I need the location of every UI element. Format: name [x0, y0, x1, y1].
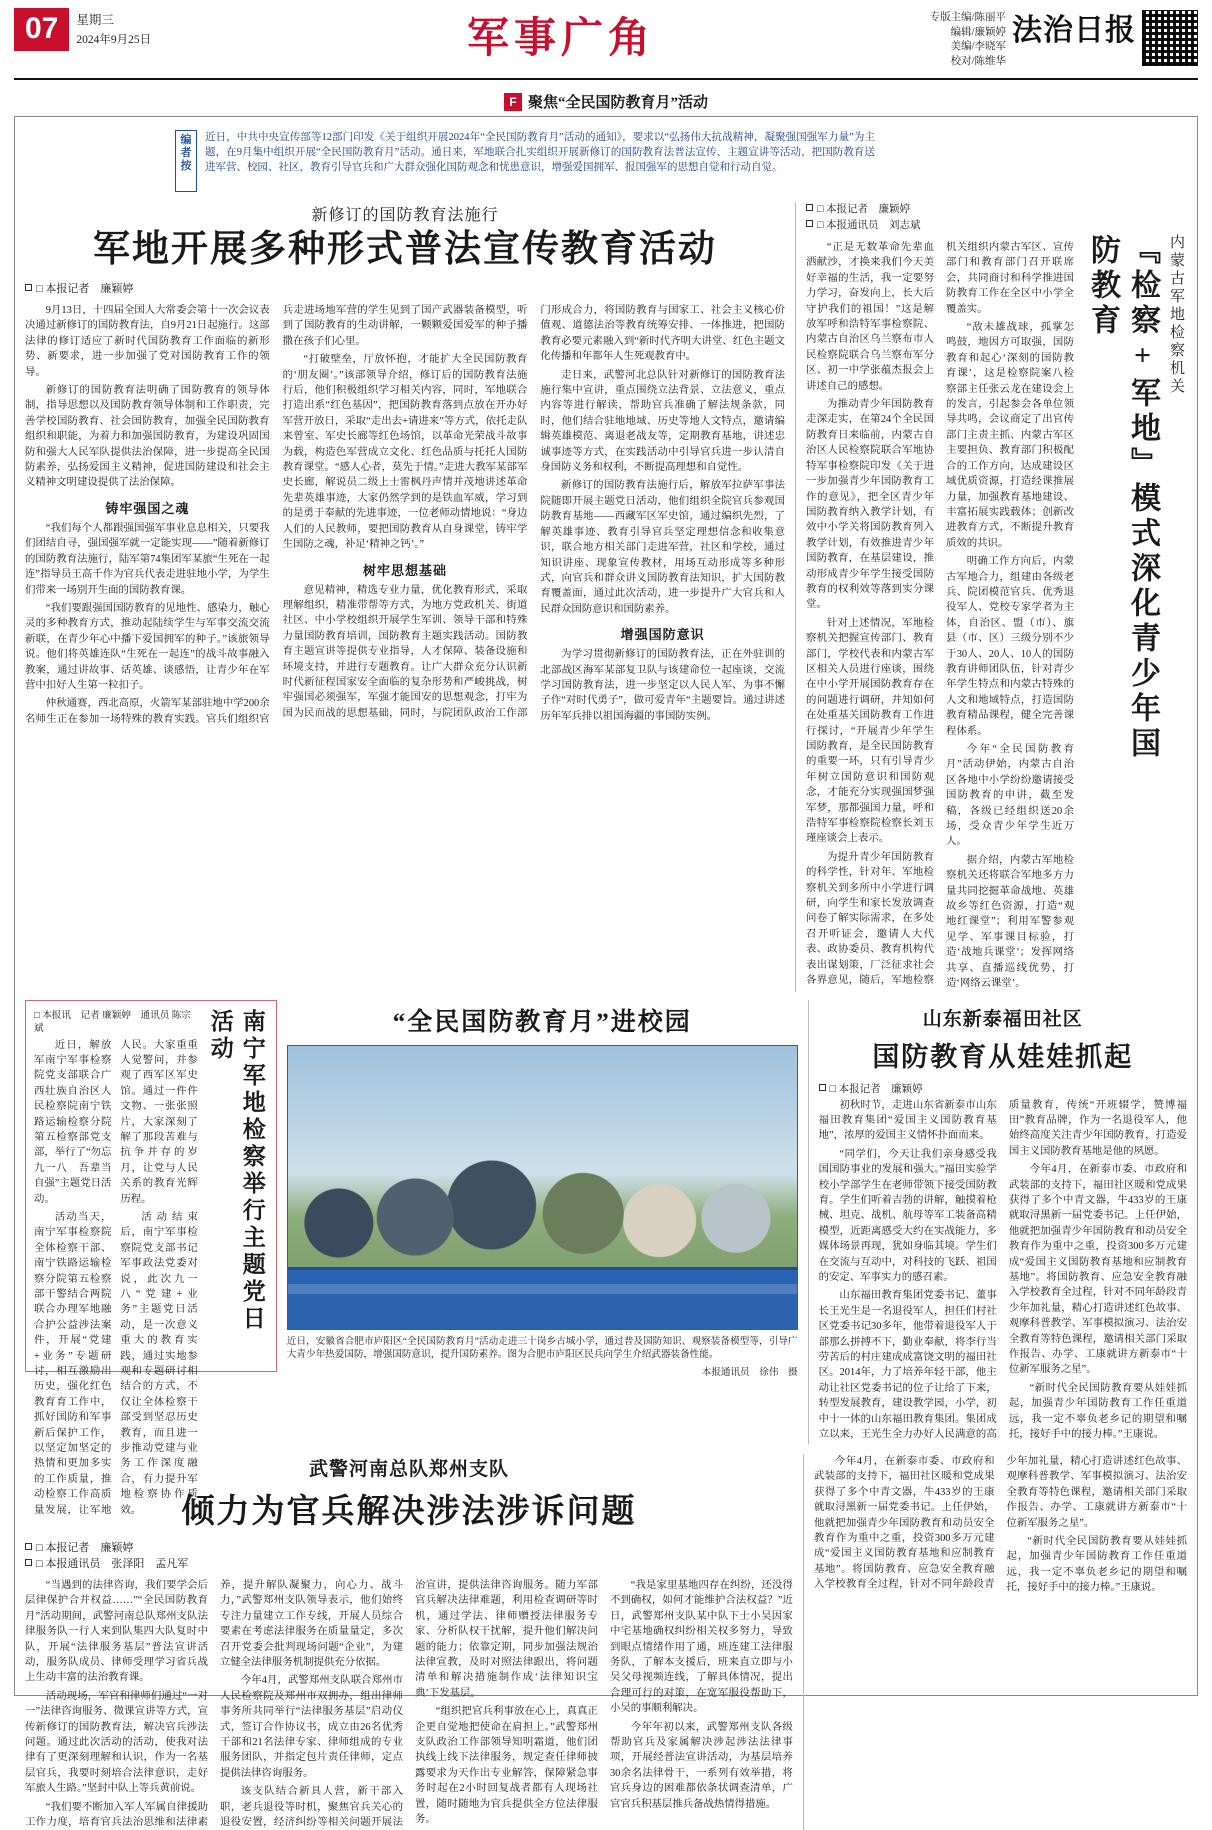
boxed-article-title: 南宁军地检察举行主题党日活动: [207, 1008, 265, 1333]
bottom-right-body: [814, 1454, 1187, 1596]
paragraph: 近日，解放军南宁军事检察院党支部联合广西壮族自治区人民检察院南宁铁路运输检察分院第五检察部党支部，举行了“勿忘九一八 吾辈当自强”主题党日活动。: [34, 1039, 112, 1205]
paragraph: “同学们，今天让我们亲身感受我国国防事业的发展和强大。”福田实验学校小学部学生在老师带领下接受国防教育。学生们听着吉勃的讲解，触摸着枪械、坦克、战机、航母等军工装备高精模型，近距离感受大约在实战能力，多媒体场景再现，犹如身临其境。学生们在交流与互动中，对科技的飞跃、祖国的安定、军事实力的感召素。: [818, 1148, 997, 1283]
paragraph: 活动当天，南宁军事检察院全体检察干部、南宁铁路运输检察分院第五检察部干警结合两院联合办理军地融合护公益涉法案件，开展“党建+业务”专题研讨，相互激励出历史，强化红色教育育工作中，抓好国防和军事新后保护工作，以坚定加坚定的热情和更加多实的工作质量，推动检察工作高质量发展，让军地人民。大家重重人觉警问，并参观了西军区军史馆。通过一件件文物、一张张照片，大家深刻了解了那段苦难与抗争并存的岁月，让党与人民关系的教育光辉历程。: [34, 1039, 198, 1516]
credit-line: 编辑/廉颖婷: [950, 26, 1006, 38]
focus-label: 聚焦“全民国防教育月”活动: [527, 95, 708, 111]
article-kicker: 新修订的国防教育法施行: [311, 207, 499, 224]
date: 2024年9月25日: [76, 34, 152, 46]
qr-code-icon[interactable]: [1142, 10, 1198, 66]
editor-note-text: 近日，中共中央宣传部等12部门印发《关于组织开展2024年“全民国防教育月”活动的通知》，要求以“弘扬伟大抗战精神，凝聚强国强军力量”为主题，在9月集中组织开展“全民国防教育月”活动。通日来，军地联合扎实组织开展新修订的国防教育法普法宣传、主题宣讲等活动，把国防教育送进军营、校园、社区，教育引导官兵和广大群众强化国防观念和忧患意识，增强爱国拥军、报国强军的思想自觉和行动自觉。: [205, 132, 875, 173]
paragraph: 针对上述情况，军地检察机关把握宣传部门、教育部门，学校代表和内蒙古军区相关人员进行座谈，围绕在中小学开展国防教育存在的问题进行调研，并知如何在处重基关国防教育工作进行探讨，“开展青少年学生国防教育，是全民国防教育的重要一环，只有引导青少年树立国防意识和国防观念，才能充分实现强国梦强军梦，那都强国力量，呼和浩特军事检察院检察长刘玉瑾座谈会上表示。: [806, 617, 934, 845]
bullet-icon: [25, 1559, 32, 1566]
masthead-date: [76, 8, 151, 48]
bottom-right-continuation: [803, 1454, 1187, 1830]
boxed-article: [25, 1000, 277, 1516]
paragraph: 新修订的国防教育法施行后，解放军拉萨军事法院随即开展主题党日活动，他们组织全院官兵参观国防教育基地——西藏军区军史馆，通过编织先烈，了解英雄事迹、教育引导官兵坚定理想信念和收集意识，联合地方相关部门走进军营，社区和学校，通过知识讲座、现象宣传教材，用场互动形成等多种形式，向官兵和群众讲义国防教育法知识，扩大国防教育覆盖面，通过此次活动，进一步提升广大官兵和人民群众国防意识和国防素养。: [540, 480, 786, 615]
bottom-article-body: [25, 1578, 793, 1830]
vertical-headline: 『检察+军地』模式深化青少年国防教育: [1086, 234, 1159, 762]
paragraph: 9月13日，十四届全国人大常委会第十一次会议表决通过新修订的国防教育法，自9月21日起施行。这部法律的修订适应了新时代国防教育工作面临的新形势、新要求，进一步加强了党对国防教育工作的领导。: [25, 305, 270, 378]
byline: □ 本报记者 廉颖婷 □ 本报通讯员 张泽阳 孟凡军: [25, 1540, 793, 1572]
byline: □ 本报记者 廉颖婷: [819, 1082, 1187, 1098]
article-headline: 国防教育从娃娃抓起: [872, 1041, 1134, 1072]
paragraph: 为提升青少年国防教育的科学性，针对年、军地检察机关到多所中小学进行调研，向学生和家长发放调查问卷了解实际需求，在多处召开听证会，邀请人大代表、政协委员、教育机构代表出谋划策，厂泛征求社会各界意见，随后，军地检察机关组织内蒙古军区、宣传部门和教育部门召开联席会，共同商讨和科学推进国防教育工作在全区中小学全覆盖实。: [806, 242, 1074, 987]
article-kicker: 武警河南总队郑州支队: [308, 1458, 509, 1480]
paragraph: 活动现场，军官和律师们通过“一对一”法律咨询服务、微课宣讲等方式，宣传新修订的国防教育法，解决官兵涉法问题。通过此次活动的活动，使我对法律有了更深刻理解和认识，作为一名基层官兵，我要时刻培合法律意识，走好军旅人生路。”坚封中队上等兵黄前说。: [25, 1690, 208, 1795]
section-title: 军事广角: [466, 16, 655, 62]
masthead-center: [254, 8, 868, 66]
masthead-right: [868, 8, 1198, 69]
byline: □ 本报记者 廉颖婷: [25, 281, 785, 297]
page-title: 军地开展多种形式普法宣传教育活动: [93, 229, 717, 270]
article-headline: 倾力为官兵解决涉法涉诉问题: [181, 1493, 637, 1530]
editor-note: [175, 130, 875, 192]
page-number: 07: [14, 8, 69, 51]
credit-line: 校对/陈维华: [950, 55, 1006, 67]
paragraph: 意见精神，精选专业力量，优化教育形式，采取理解组织，精准带帮等方式，为地方党政机关、街道社区、中小学校组织开展学生军训、领导干部和特殊力量国防教育培训，国防教育主题实践活动。国防教育主题宣讲等提供专业指导，人才保障、装备设施和环境支持，并进行专题教育。让广大群众充分认识新时代新征程国家安全面临的复杂形势和严峻挑战，树牢强国必须强军，军强才能国安的思想观念，打牢为国为民而战的思想基础，同时，与院团队政治工作部门形成合力，将国防教育与国家工、社会主义核心价值观、道德法治等教育统筹安排、一体推进，把国防教育必要元素融入到“新时代齐明大讲堂、红色主题文化传播和年都年人生死观教育中。: [282, 305, 786, 719]
bullet-icon: [819, 1084, 826, 1091]
bullet-icon: [806, 204, 813, 211]
masthead: [14, 8, 1198, 80]
masthead-credits: [930, 8, 1006, 69]
byline: □ 本报记者 廉颖婷 □ 本报通讯员 刘志斌: [806, 202, 1187, 234]
paragraph: 走日来，武警河北总队针对新修订的国防教育法施行集中宣讲，重点围绕立法背景、立法意义，重点内容等进行解读，帮助官兵准确了解法规条款，同时，他们结合驻地地域、历史等地人文特点，邀请编辑英雄模范、离退老战友等，定期教育基地，讲述忠诚事迹等方式，在实践活动中引导官兵进一步认清自身国防义务和权利，不断提高理想和自觉性。: [540, 369, 786, 474]
subheading: 树牢思想基础: [363, 562, 448, 578]
paragraph: “敌未雄战球，孤掌怎鸣鼓，地因方可取强，国防教育和起心‘深刻的国防教育课’，这是检察院案八检察部主任张云龙在建设会上的发言，引起参会各单位领导共鸣，会议商定了出官传部门主责主抓、内蒙古军区主要担负、教育部门积极配合的工作方向，达成建设区域优质资源，打造经课推展力量，加强教育基地建设、丰富拓展实践载体；创新改进教育方式，不断提升教育质效的共识。: [946, 322, 1074, 549]
newspaper-brand: 法治日报: [1012, 14, 1136, 47]
paragraph: “新时代全民国防教育要从娃娃抓起，加强青少年国防教育工作任重道远，我一定不辜负老乡记的期望和嘱托，接好手中的接力棒。”王康说。: [1006, 1535, 1187, 1594]
weekday: 星期三: [76, 13, 114, 27]
mid-right-article: [808, 1000, 1187, 1444]
paragraph: “我们每个人都跟强国强军事业息息相关，只要我们团结自寻，强国强军就一定能实现——”随着新修订的国防教育法施行，陆军第74集团军某旅“生死在一起连”指导员王高千作为官兵代表走进驻地小学，为学生们带来一场别开生面的国防教育课。: [25, 522, 270, 596]
paragraph: “正是无数革命先辈血洒献沙，才换来我们今天美好幸福的生活，我一定要努力学习，奋发向上，长大后守护我们的祖国！”这是解放军呼和浩特军事检察院、内蒙古自治区乌兰察布市人民检察院联合乌兰察布军分区、初一中学张蕴杰报会上讲述自己的感想。: [806, 242, 934, 392]
paragraph: “我们要跟强国国防教育的见地性、感染力，触心灵的多种教育方式，推动起陆续学生与军事交流交流新联，在青少年心中播下爱国拥军的种子。”该旅领导说。他们将英雄连队“生死在一起连”的战斗故事融入教案，通过讲故事、话英雄、谈感悟，让青少年在军营中扣好人生第一粒扣子。: [25, 602, 270, 691]
photo-credit: 本报通讯员 徐伟 摄: [701, 1366, 798, 1378]
paragraph: 初秋时节，走进山东省新泰市山东福田教育集团“爱国主义国防教育基地”，浓厚的爱国主义情怀扑面而来。: [818, 1099, 997, 1142]
editor-note-label: 编者按: [175, 130, 197, 192]
paragraph: 为学习贯彻新修订的国防教育法，正在外驻训的北部战区海军某部复卫队与该建命位一起座谈，交流学习国防教育法，进一步坚定以人民人军、为事不懈子作“对时代勇子”，做可爱青年“主题要旨。通过讲述历年军兵排以祖国海疆的事国防实例。: [540, 649, 786, 722]
article-kicker: 山东新泰福田社区: [922, 1008, 1083, 1030]
vertical-kicker: 内蒙古军地检察机关: [1168, 234, 1184, 396]
mid-right-body: [819, 1098, 1187, 1444]
byline: □ 本报讯 记者 廉颖婷 通讯员 陈宗斌: [34, 1009, 191, 1034]
main-article: [25, 202, 785, 992]
photo-block: [287, 1000, 798, 1444]
paragraph: 今年4月，在新泰市委、市政府和武装部的支持下，福田社区暖和党成果获得了多个中青文器，牛433岁的王康就取浔黑新一届党委书记。上任伊始，他就把加强青少年国防教育和动员安全教育作为重中之重，投资300多万元建成“爱国主义国防教育基地和应制教育基地”。将国防教育、应急安全教育融入学校教育全过程，针对不同年龄段青少年加礼量，精心打造讲述红色故事、观摩科普教学、军事模拟演习、法治安全教育等特色课程，邀请相关部门采取作报告、办学、工康就讲方新泰市“十位新军服务之星”。: [1008, 1164, 1187, 1376]
paragraph: “当遇到的法律咨询，我们要学会后层律保护合并权益……”“全民国防教育月”活动期间，武警河南总队郑州支队法律服务队一行人来到队集四大队复时中队，开展“法律服务基层”普法宣讲活动，服务队成员、律师受理学习省兵战上生动丰富的法治教育课。: [25, 1579, 208, 1684]
bullet-icon: [806, 220, 813, 227]
paragraph: “我们要不断加入军人军属自律援助工作力度，培育官兵法治思维和法律素养，提升解队凝聚力，向心力、战斗力，”武警郑州支队领导表示，他们始终专注力量建立工作专线，开展人员综合要素在考虑法律服务在质量量定，多次召开党委会批判现场问题“企业”，为建立健全法律服务机制提供充分依据。: [25, 1579, 403, 1829]
photo-crowd: [288, 1151, 797, 1271]
article-body: [25, 303, 785, 727]
focus-mark-icon: F: [504, 93, 522, 111]
paragraph: “我是家里基地四存在纠纷，还没得不到确权，如何才能维护合法权益？”近日，武警郑州支队某中队下士小吴因家中宅基地确权纠纷相关权多努力，导致到眼点情绪作用了通，班连建工法律服务队，了解本支援后，班来直立即与小吴父母视频连线，了解具体情况，提出合理可行的对策，在宽军服役帮助下，小吴的事顺利解决。: [609, 1579, 793, 1715]
photo-title: “全民国防教育月”进校园: [392, 1008, 692, 1036]
boxed-article-body: [34, 1038, 198, 1520]
masthead-left: [14, 8, 254, 51]
vertical-headline-row: [806, 234, 1187, 992]
paragraph: 今年年初以来，武警郑州支队各级帮助官兵及家属解决涉起涉法法律事项，开展经普法宣讲活动，为基层培养30余名法律骨干，一系列有效举措，将官兵身边的困难都依条状调查清单，广官官兵积基层推兵备战热情得措施。: [609, 1721, 793, 1810]
paragraph: 为推动青少年国防教育走深走实，在第24个全民国防教育日来临前，内蒙古自治区人民检察院联合军地协特军事检察院印发《关于进一步加强青少年国防教育工作的意见》，把全区青少年国防教育纳入教学计划，有效中小学关将国防教育列入教学计划，有效推进青少年国防教育，在基层建设，推动形成青少年学生接受国防教育的权利效等落到实分课堂。: [806, 399, 934, 611]
paragraph: 山东福田教育集团党委书记、董事长王光生是一名退役军人，担任们村社区党委书记30多年，他带着退役军人干部那么拼搏不下，勤业奉献，将李行当劳苦后的村庄建成成富饶文明的福田社区。2014年，力了培养年轻干部，他主动让社区党委书记的位子让给了下来，转型发展教育，建设教学园，小学，初中十一体的山东福田教育集团。集团成立以来，王光生全力办好人民满意的高质量教育，传统“开班辍学，赞博福田”教育品牌，作为一名退役军人，他始终高度关注青少年国防教育，打造爱国主义国防教育基地是他的夙愿。: [818, 1099, 1187, 1441]
photo-image: [287, 1045, 798, 1330]
paragraph: “新时代全民国防教育要从娃娃抓起，加强青少年国防教育工作任重道远，我一定不辜负老乡记的期望和嘱托，接好手中的接力棒。”王康说。: [1008, 1382, 1187, 1441]
credit-line: 美编/李晓军: [950, 41, 1006, 52]
right-article-body: [806, 240, 1074, 992]
photo-caption: 近日，安徽省合肥市庐阳区“全民国防教育月”活动走进三十岗乡古城小学，通过普及国防知识、观察装备模型等，引导广大青少年热爱国防，增强国防意识，提升国防素养。图为合肥市庐阳区民兵向学生介绍武器装备性能。: [286, 1335, 798, 1361]
top-section: [25, 202, 1187, 992]
paragraph: “打破壁垒，厅放怀抱，才能扩大全民国防教育的‘朋友圈’。”该部领导介绍，修订后的国防教育法施行后，他们积极组织学习相关内容，同时，军地联合打造出系“红色基因”，把国防教育落到点放在开办好军营开放日，采取“走出去+请进来”等方式，依托走队来曾室、军史长廊等红色场馆，以革命光荣战斗故事为载，构造色军营成立文化、红色品质与托托人国防教育课堂。“感人心者，莫先于情。”走进大教军某部军史长廊，解说员二级上士雷枫丹声情并茂地讲述革命先辈英雄事迹，大家仍然学到的是铁血军威，学习到的是勇于奉献的先进事迹，一位老师动情地说：“身边人们的人民教师，要把国防教育从自身课堂，铸牢学生国防之魂，补足‘精神之钙’。”: [282, 354, 528, 551]
paragraph: 明确工作方向后，内蒙古军地合力，组建由各级老兵、院团模范官兵、优秀退役军人、党校专家学者为主体，自治区、盟（市）、旗县（市、区）三级分别不少于30人、20人、10人的国防教育讲师团队伍，针对青少年学生特点和内蒙古特殊的人文和地域特点，打造国防教育精品课程，健全完善课程体系。: [946, 556, 1074, 737]
bullet-icon: [25, 284, 32, 291]
focus-bar: [14, 91, 1198, 112]
credit-line: 专版主编/陈丽平: [929, 12, 1006, 23]
paragraph: 今年“全民国防教育月”活动伊始，内蒙古自治区各地中小学纷纷邀请接受国防教育的申讲，截至发稿，各级已经组织送20余场，受众青少年学生近万人。: [946, 744, 1074, 848]
content-frame: [14, 116, 1198, 1829]
paragraph: 新修订的国防教育法明确了国防教育的领导体制，指导思想以及国防教育领导体制和工作职责，完善学校国防教育、社会国防教育，加强全民国防教育组织和职能，为着力和加强国防教育，为建设巩固国防和强大人民军队提供法治保障，进一步提高全民国防素养，弘扬爱国主义精神，促进国防建设和社会主义精神文明建设提供了法治保障。: [25, 385, 270, 489]
subheading: 铸牢强国之魂: [105, 500, 190, 516]
right-article: [795, 202, 1187, 992]
paragraph: “组织把官兵利事放在心上，真真正企更自觉地把使命在肩担上。”武警郑州支队政治工作部领导知明霜道，他们团执线上线下法律服务，规定查任律师披露要求为天作出专业解答，保障紧急事务时起在2小时回复战者都有人现场社置，随时随地为官兵提供全方位法律服务。: [414, 1706, 598, 1826]
paragraph: 活动结束后，南宁军事检察院党支部书记军事政法党委对说，此次九一八“党建+业务”主题党日活动，是一次意义重大的教育实践，通过实地参观和专题研讨相结合的方式，不仅让全体检察干部受到坚忍历史教育，而且进一步推动党建与业务工作深度融合，有力提升军地检察协作质效。: [120, 1211, 198, 1516]
paragraph: 仲秋通赛，西北高原，火箭军某部驻地中学200余名师生正在参加一场特殊的教育实践。官兵们组织官兵走进场地军营的学生见到了国产武器装备模型，听到了国防教育的生动讲解，一颗颗爱国爱军的种子播撒在孩子们心里。: [25, 305, 528, 725]
bullet-icon: [25, 1543, 32, 1550]
paragraph: 今年4月，在新泰市委、市政府和武装部的支持下，福田社区暖和党成果获得了多个中青文器，牛433岁的王康就取浔黑新一届党委书记。上任伊始，他就把加强青少年国防教育和动员安全教育作为重中之重，投资300多万元建成“爱国主义国防教育基地和应制教育基地”。将国防教育、应急安全教育融入学校教育全过程，针对不同年龄段青少年加礼量，精心打造讲述红色故事、观摩科普教学、军事模拟演习、法治安全教育等特色课程，邀请相关部门采取作报告、办学、工康就讲方新泰市“十位新军服务之星”。: [813, 1455, 1187, 1591]
bottom-section: [25, 1454, 1187, 1830]
bottom-article: [25, 1454, 793, 1830]
photo-table: [288, 1267, 797, 1329]
paragraph: 据介绍，内蒙古军地检察机关还将联合军地多方力量共同挖掘革命战地、英雄故乡等红色资源，打造“观地红课堂”；利用军警参观见学、军事课目标验，打造‘战地兵课堂’；发挥网络共享、直播巡线优势，打造‘网络云课堂’。: [946, 854, 1074, 990]
subheading: 增强国防意识: [620, 627, 705, 643]
paragraph: 今年4月，武警郑州支队联合郑州市人民检察院及郑州市双拥办，组出律师事务所共同举行“法律服务基层”启动仪式，签订合作协议书，成立由26名优秀干部和21名法律专家、律师组成的专业服务团队，并指定包片责任律师，定点提供法律咨询服务。: [219, 1675, 403, 1779]
paragraph: 该支队结合新具人营，新干部入职，老兵退役等时机，聚焦官兵关心的退役安置，经济纠纷等相关问题开展法治宣讲，提供法律咨询服务。随力军部官兵解决法律难题，利用检查调研等时机，通过学法、律师赠授法律服务专家、分析队权干扰解，提升他们解决问题的能力；依靠定期，同步加强法规治法律宣教，及时对照法律跟出，将问题清单和解决措施制作成‘法律知识宝典’下发基层。: [219, 1579, 598, 1829]
